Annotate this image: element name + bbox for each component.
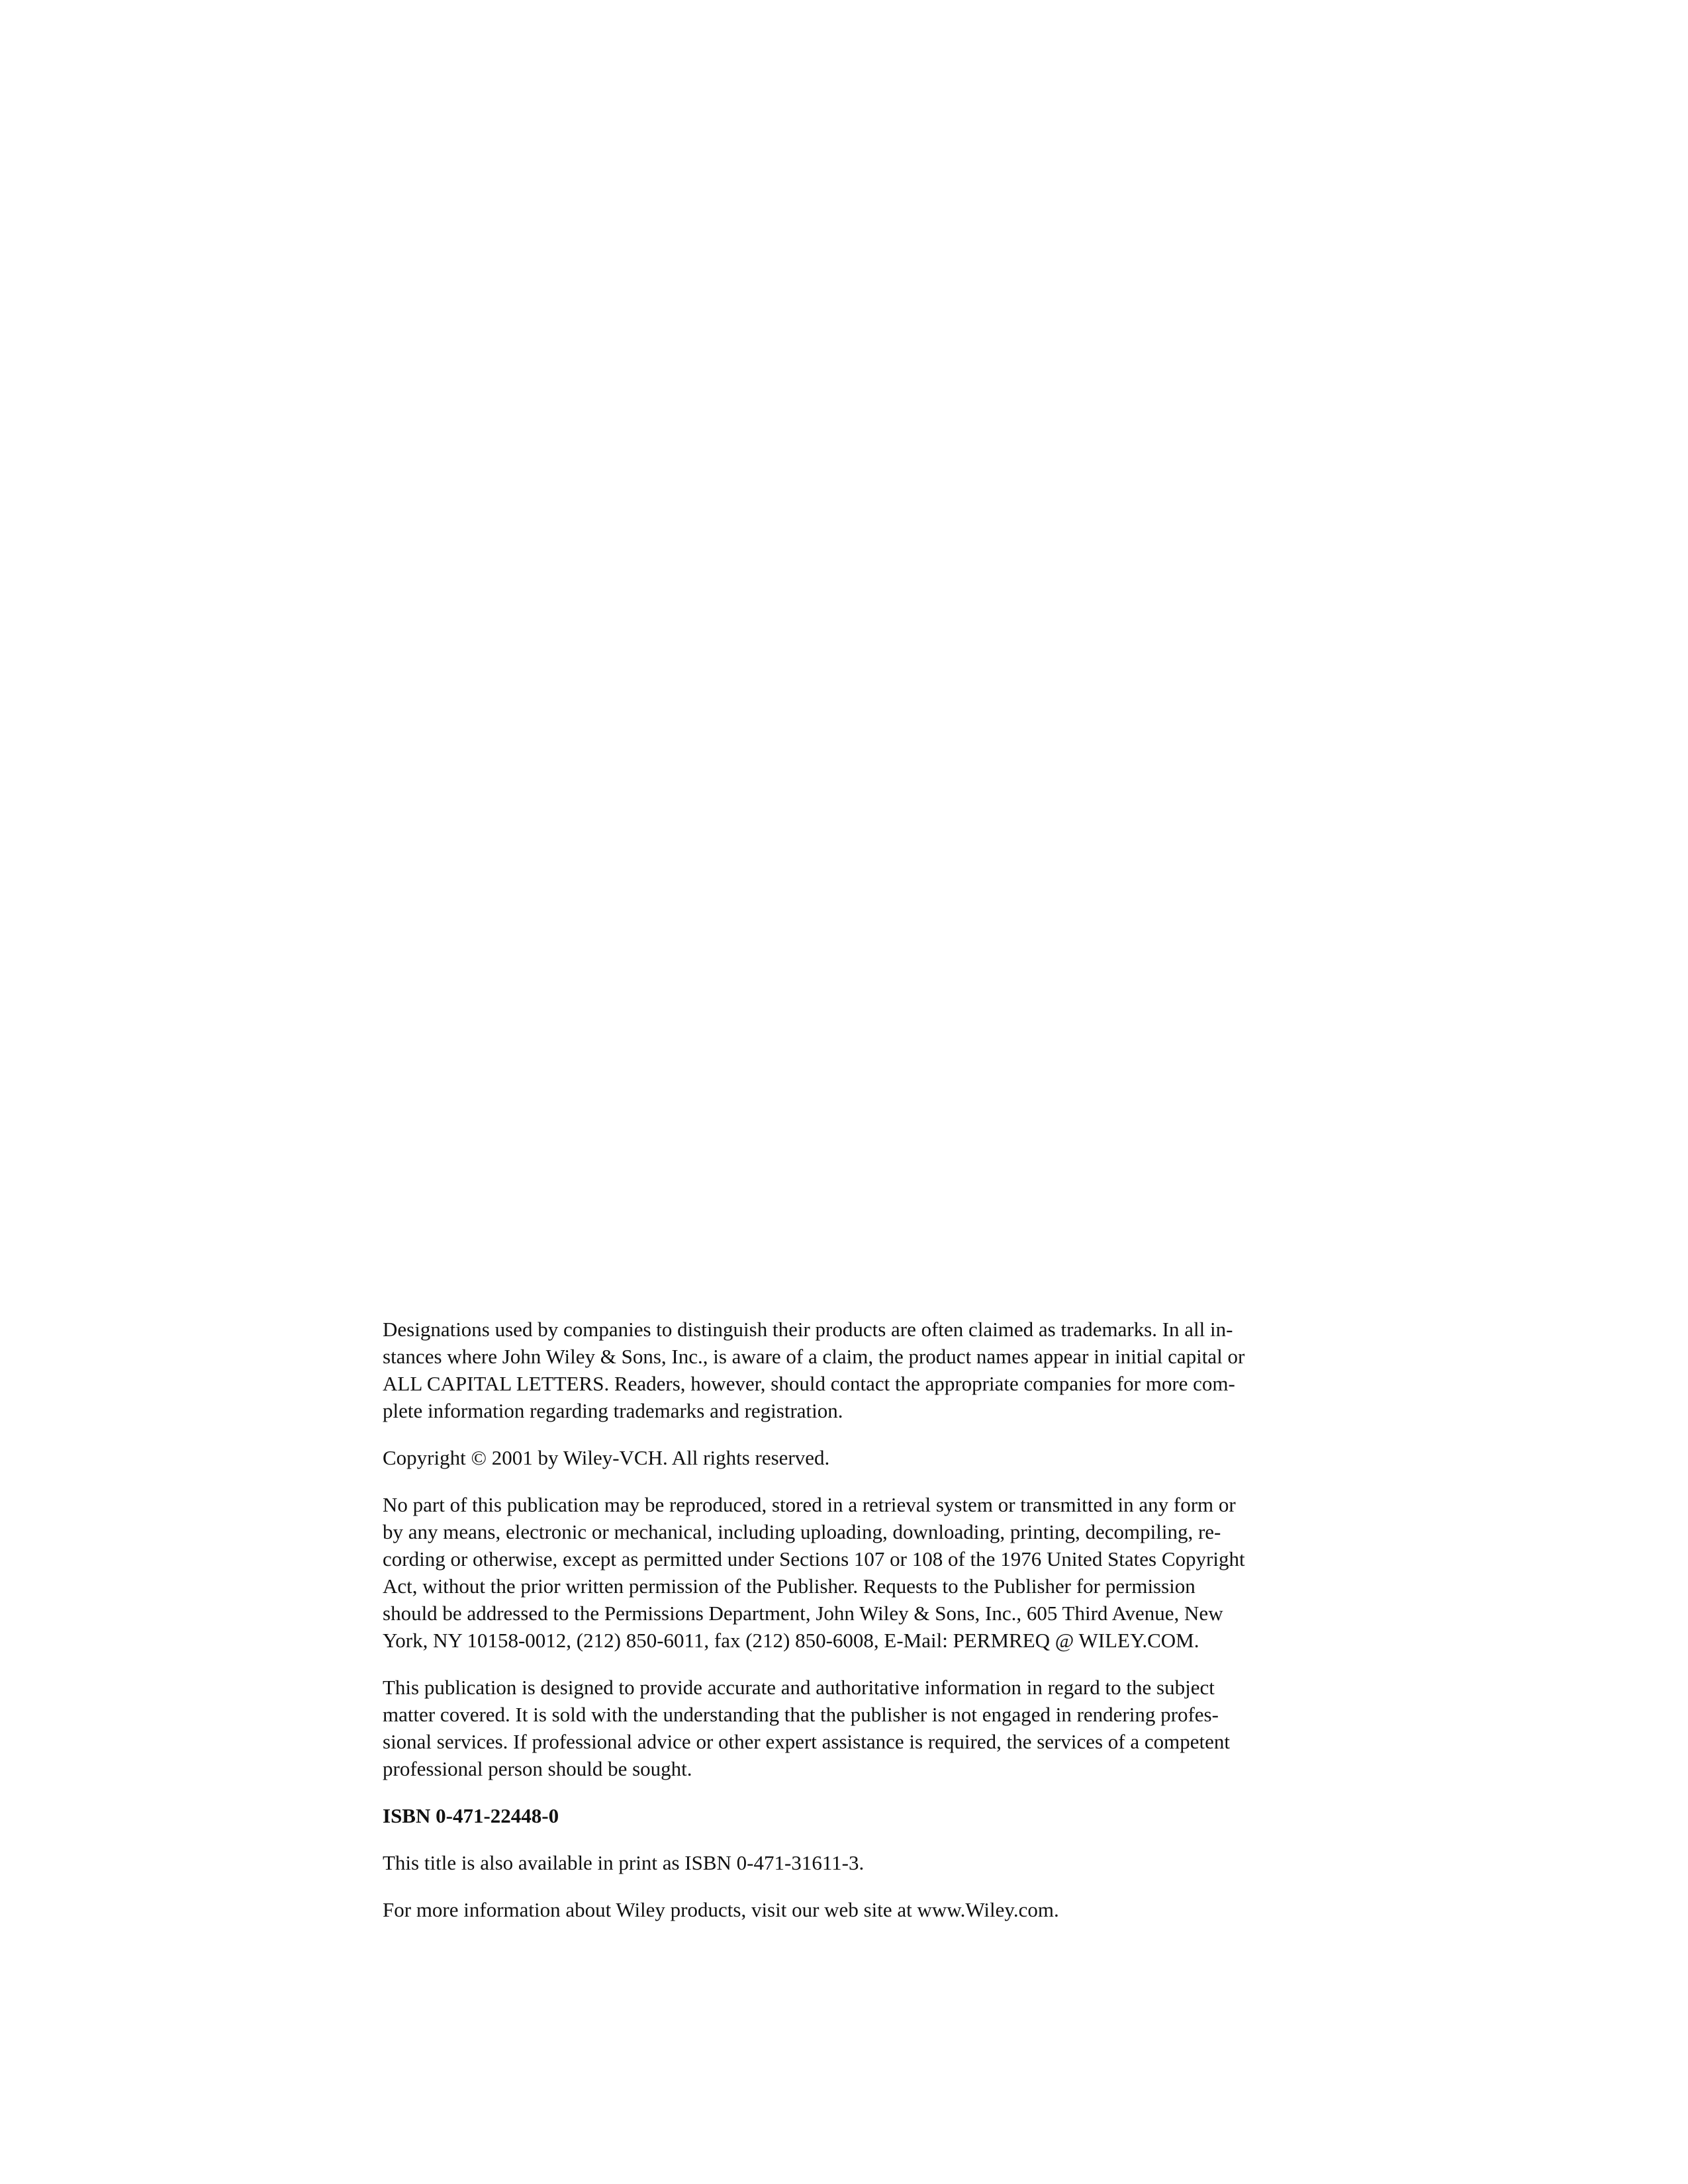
reproduction-notice-line: should be addressed to the Permissions Department, John Wiley & Sons, Inc., 605 Third Avenue, New bbox=[383, 1602, 1223, 1625]
trademark-notice-line: plete information regarding trademarks and registration. bbox=[383, 1399, 843, 1422]
disclaimer-notice-line: matter covered. It is sold with the understanding that the publisher is not engaged in rendering profes- bbox=[383, 1703, 1219, 1726]
reproduction-notice-line: No part of this publication may be reproduced, stored in a retrieval system or transmitted in any form or bbox=[383, 1493, 1236, 1516]
copyright-notice-block bbox=[383, 1316, 1323, 1943]
print-availability: This title is also available in print as ISBN 0-471-31611-3. bbox=[383, 1851, 865, 1874]
isbn: ISBN 0-471-22448-0 bbox=[383, 1804, 559, 1827]
trademark-notice-line: Designations used by companies to distinguish their products are often claimed as trademarks. In all in- bbox=[383, 1318, 1233, 1341]
disclaimer-notice-line: professional person should be sought. bbox=[383, 1757, 692, 1780]
trademark-notice-line: ALL CAPITAL LETTERS. Readers, however, should contact the appropriate companies for more com- bbox=[383, 1372, 1235, 1395]
disclaimer-notice-line: This publication is designed to provide accurate and authoritative information in regard to the subject bbox=[383, 1676, 1215, 1699]
reproduction-notice-line: York, NY 10158-0012, (212) 850-6011, fax (212) 850-6008, E-Mail: PERMREQ @ WILEY.COM. bbox=[383, 1629, 1199, 1652]
trademark-notice bbox=[383, 1316, 1323, 1424]
reproduction-notice-line: Act, without the prior written permission of the Publisher. Requests to the Publisher for permission bbox=[383, 1574, 1196, 1598]
copyright-line: Copyright © 2001 by Wiley-VCH. All rights reserved. bbox=[383, 1446, 830, 1469]
disclaimer-notice bbox=[383, 1674, 1323, 1782]
reproduction-notice bbox=[383, 1491, 1323, 1654]
disclaimer-notice-line: sional services. If professional advice or other expert assistance is required, the services of a competent bbox=[383, 1730, 1230, 1753]
reproduction-notice-line: by any means, electronic or mechanical, including uploading, downloading, printing, decompiling, re- bbox=[383, 1520, 1221, 1543]
more-info: For more information about Wiley products, visit our web site at www.Wiley.com. bbox=[383, 1898, 1059, 1921]
reproduction-notice-line: cording or otherwise, except as permitted under Sections 107 or 108 of the 1976 United States Copyright bbox=[383, 1547, 1245, 1570]
trademark-notice-line: stances where John Wiley & Sons, Inc., is aware of a claim, the product names appear in initial capital or bbox=[383, 1345, 1245, 1368]
